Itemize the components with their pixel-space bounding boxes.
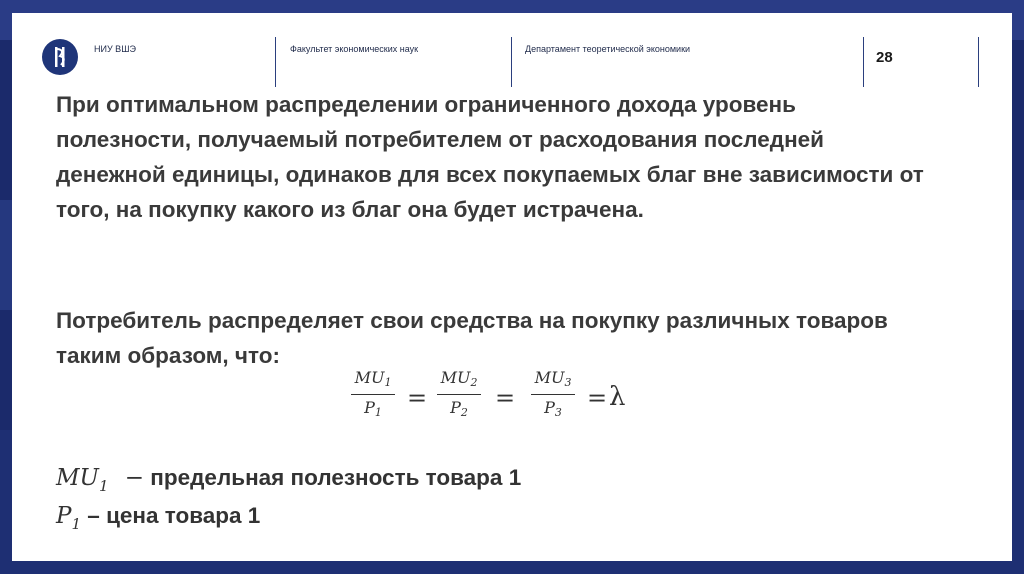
definition-price: $P_1$ – цена товара 1 xyxy=(56,503,261,533)
page-number: 28 xyxy=(876,49,893,66)
equals-sign: = xyxy=(495,384,516,412)
org-name: НИУ ВШЭ xyxy=(94,44,136,54)
equals-sign: = xyxy=(587,384,608,412)
slide: НИУ ВШЭ Факультет экономических наук Департамент теоретической экономики 28 При оптимальном распределении ограниченного дохода уровень полезности, получаемый потребителем от расходования последней денежной единицы, одинаков для всех покупаемых благ вне зависимости от того, на покупку какого из благ она будет истрачена. Потребитель распределяет свои средства на покупку различных товаров таким образом, что: MU1 P1 = MU2 P2 = MU3 P3 = λ $MU_1$ − предельная полезность товара 1 $P_1$ – цена товара 1 xyxy=(12,13,1012,561)
department-name: Департамент теоретической экономики xyxy=(525,44,691,54)
paragraph-principle: При оптимальном распределении ограниченного дохода уровень полезности, получаемый потребителем от расходования последней денежной единицы, одинаков для всех покупаемых благ вне зависимости от того, на покупку какого из благ она будет истрачена. xyxy=(56,92,924,222)
faculty-name: Факультет экономических наук xyxy=(290,44,419,54)
definition-mu: $MU_1$ − предельная полезность товара 1 xyxy=(56,465,522,495)
equals-sign: = xyxy=(407,384,428,412)
lambda-symbol: λ xyxy=(609,382,626,412)
header-divider xyxy=(863,37,864,87)
header-divider xyxy=(978,37,979,87)
paragraph-allocation: Потребитель распределяет свои средства на покупку различных товаров таким образом, что: xyxy=(56,308,888,368)
hse-logo-icon xyxy=(42,39,78,75)
header-divider xyxy=(511,37,512,87)
header-divider xyxy=(275,37,276,87)
